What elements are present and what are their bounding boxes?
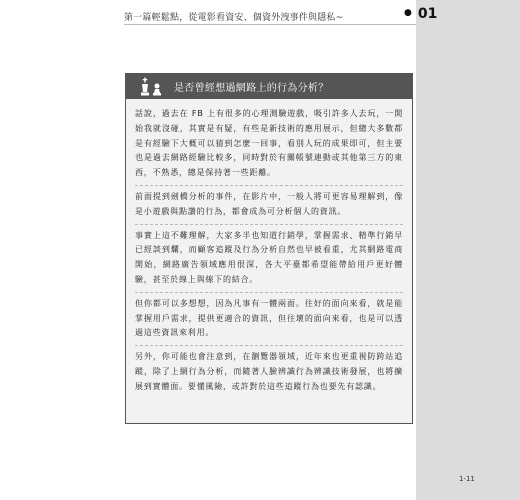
paragraph: 事實上這不難理解，大家多半也知道行銷學，掌握需求、精準行銷早已經談到爛，而顧客追蹤及行為分析自然也早被看重，尤其網路電商開始，網路廣告領域應用很深，各大平臺都希望能帶給用戶更好體驗，甚至於線上與線下的結合。 <box>135 229 403 293</box>
sidebar-box-body <box>126 99 412 399</box>
paragraph: 另外，你可能也會注意到，在瀏覽器領域，近年來也更重視防跨站追蹤，除了上網行為分析，而隨著人臉辨識行為辨識技術發展，也將擴展到實體面。要懂風險，或許對於這些追蹤行為也要先有認識。 <box>135 352 403 391</box>
chapter-number-label: 01 <box>417 6 438 22</box>
sidebar-box-header <box>126 74 412 99</box>
header-rule <box>124 24 416 25</box>
page-side-bar <box>416 0 520 500</box>
chess-pieces-icon <box>140 77 166 97</box>
paragraph: 但你都可以多想想，因為凡事有一體兩面。往好的面向來看，就是能掌握用戶需求，提供更適合的資訊，但往壞的面向來看，也是可以透過這些資訊來利用。 <box>135 297 403 346</box>
paragraph: 話說，過去在 FB 上有很多的心理測驗遊戲，吸引許多人去玩，一開始我就沒碰，其實是有疑，有些是新技術的應用展示，但總大多數都是有經驗下大概可以猜到怎麼一回事，看別人玩的成果即可，但主要也是過去網路經驗比較多，同時對於有關帳號連動或其他第三方的東西，不熟悉，總是保持著一些距離。 <box>135 107 403 186</box>
sidebar-box <box>125 73 413 424</box>
chapter-number <box>404 6 437 22</box>
sidebar-box-title: 是否曾經想過網路上的行為分析？ <box>174 83 329 94</box>
bullet-dot-icon: ● <box>404 8 412 18</box>
paragraph: 前面提到劍橋分析的事件，在影片中，一般人將可更容易理解到，像是小遊戲與點讚的行為，都會成為可分析個人的資訊。 <box>135 190 403 225</box>
page-number: 1-11 <box>459 475 475 483</box>
running-header-title: 第一篇輕鬆點，從電影看資安、個資外洩事件與隱私~ <box>124 13 344 23</box>
